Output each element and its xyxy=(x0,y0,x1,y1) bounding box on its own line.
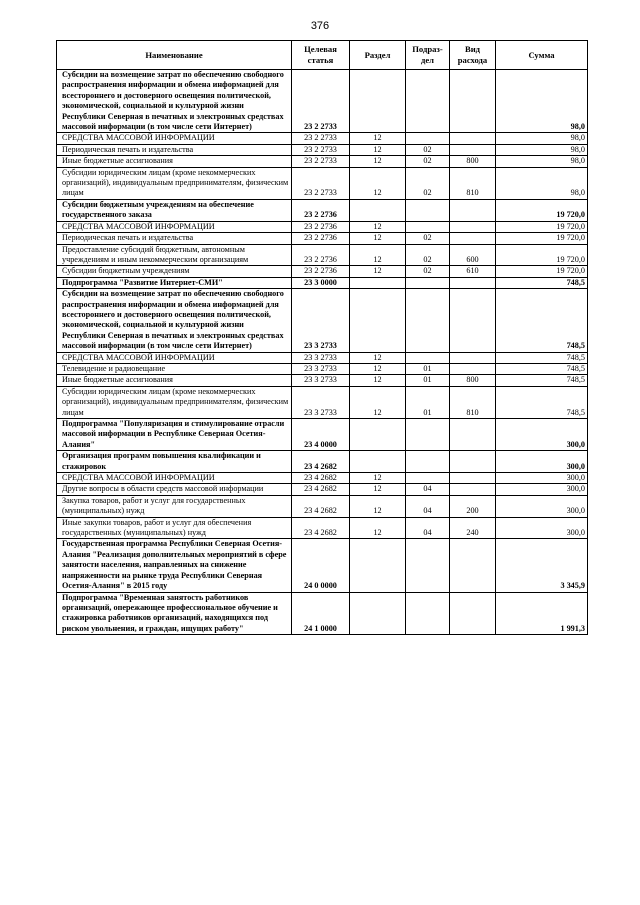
table-body xyxy=(57,70,588,635)
row-section-cell: 12 xyxy=(350,144,406,155)
row-target-cell: 23 2 2733 xyxy=(292,156,350,167)
row-expense-type-cell: 800 xyxy=(450,156,496,167)
row-name-cell: Подпрограмма "Временная занятость работников организаций, опережающее профессиональное обучение и стажировка работников организаций, находящихся под риском увольнения, и граждан, ищущих работу" xyxy=(57,592,292,635)
row-subsection-cell: 02 xyxy=(406,233,450,244)
column-header-target: Целевая статья xyxy=(292,41,350,70)
row-target-cell: 23 2 2733 xyxy=(292,70,350,133)
row-name-cell: Субсидии бюджетным учреждениям xyxy=(57,266,292,277)
row-section-cell: 12 xyxy=(350,221,406,232)
row-subsection-cell xyxy=(406,221,450,232)
row-target-cell: 24 1 0000 xyxy=(292,592,350,635)
row-expense-type-cell xyxy=(450,277,496,288)
table-row xyxy=(57,419,588,451)
row-section-cell: 12 xyxy=(350,363,406,374)
row-target-cell: 23 4 2682 xyxy=(292,451,350,473)
table-row xyxy=(57,352,588,363)
row-amount-cell: 19 720,0 xyxy=(496,199,588,221)
row-name-cell: Другие вопросы в области средств массовой информации xyxy=(57,484,292,495)
row-section-cell: 12 xyxy=(350,484,406,495)
row-expense-type-cell xyxy=(450,289,496,352)
row-expense-type-cell xyxy=(450,233,496,244)
table-row xyxy=(57,363,588,374)
row-section-cell: 12 xyxy=(350,375,406,386)
table-header-row xyxy=(57,41,588,70)
column-header-expense-type: Вид расхода xyxy=(450,41,496,70)
table-row xyxy=(57,495,588,517)
row-subsection-cell: 01 xyxy=(406,363,450,374)
row-section-cell: 12 xyxy=(350,156,406,167)
row-name-cell: СРЕДСТВА МАССОВОЙ ИНФОРМАЦИИ xyxy=(57,133,292,144)
row-amount-cell: 748,5 xyxy=(496,289,588,352)
row-subsection-cell xyxy=(406,289,450,352)
table-row xyxy=(57,484,588,495)
row-name-cell: Субсидии на возмещение затрат по обеспечению свободного распространения информации и обмена информацией для всестороннего и достоверного освещения политической, экономической, социальной и культурной жизни Республики Северная в печатных и электронных средствах массовой информации (в том числе сети Интернет) xyxy=(57,289,292,352)
row-amount-cell: 98,0 xyxy=(496,133,588,144)
row-subsection-cell: 02 xyxy=(406,144,450,155)
table-row xyxy=(57,221,588,232)
row-amount-cell: 1 991,3 xyxy=(496,592,588,635)
row-target-cell: 23 4 2682 xyxy=(292,473,350,484)
row-section-cell xyxy=(350,539,406,592)
column-header-amount: Сумма xyxy=(496,41,588,70)
table-row xyxy=(57,167,588,199)
row-expense-type-cell xyxy=(450,539,496,592)
row-name-cell: Периодическая печать и издательства xyxy=(57,233,292,244)
row-expense-type-cell xyxy=(450,363,496,374)
row-expense-type-cell: 800 xyxy=(450,375,496,386)
row-amount-cell: 748,5 xyxy=(496,375,588,386)
row-subsection-cell xyxy=(406,473,450,484)
row-amount-cell: 98,0 xyxy=(496,70,588,133)
row-amount-cell: 300,0 xyxy=(496,419,588,451)
table-row xyxy=(57,266,588,277)
row-amount-cell: 19 720,0 xyxy=(496,221,588,232)
budget-table xyxy=(56,40,588,635)
row-expense-type-cell: 810 xyxy=(450,167,496,199)
row-subsection-cell: 04 xyxy=(406,495,450,517)
table-row xyxy=(57,144,588,155)
row-name-cell: Периодическая печать и издательства xyxy=(57,144,292,155)
row-expense-type-cell xyxy=(450,419,496,451)
row-name-cell: Субсидии юридическим лицам (кроме некоммерческих организаций), индивидуальным предпринимателям, физическим лицам xyxy=(57,386,292,418)
table-row xyxy=(57,539,588,592)
row-subsection-cell: 01 xyxy=(406,375,450,386)
row-target-cell: 23 2 2736 xyxy=(292,244,350,266)
row-target-cell: 23 2 2736 xyxy=(292,199,350,221)
row-amount-cell: 748,5 xyxy=(496,386,588,418)
row-name-cell: Иные закупки товаров, работ и услуг для обеспечения государственных (муниципальных) нужд xyxy=(57,517,292,539)
row-target-cell: 23 3 0000 xyxy=(292,277,350,288)
row-section-cell xyxy=(350,451,406,473)
row-section-cell xyxy=(350,199,406,221)
row-target-cell: 23 2 2733 xyxy=(292,167,350,199)
row-amount-cell: 98,0 xyxy=(496,156,588,167)
column-header-name: Наименование xyxy=(57,41,292,70)
row-expense-type-cell xyxy=(450,221,496,232)
row-target-cell: 23 2 2736 xyxy=(292,266,350,277)
row-section-cell: 12 xyxy=(350,352,406,363)
row-subsection-cell xyxy=(406,199,450,221)
row-name-cell: Иные бюджетные ассигнования xyxy=(57,156,292,167)
row-expense-type-cell: 200 xyxy=(450,495,496,517)
row-amount-cell: 98,0 xyxy=(496,167,588,199)
table-row xyxy=(57,70,588,133)
row-amount-cell: 98,0 xyxy=(496,144,588,155)
row-name-cell: СРЕДСТВА МАССОВОЙ ИНФОРМАЦИИ xyxy=(57,473,292,484)
column-header-section: Раздел xyxy=(350,41,406,70)
table-row xyxy=(57,233,588,244)
row-expense-type-cell xyxy=(450,473,496,484)
row-name-cell: Иные бюджетные ассигнования xyxy=(57,375,292,386)
row-section-cell xyxy=(350,289,406,352)
table-row xyxy=(57,244,588,266)
row-amount-cell: 748,5 xyxy=(496,352,588,363)
row-name-cell: Закупка товаров, работ и услуг для государственных (муниципальных) нужд xyxy=(57,495,292,517)
row-amount-cell: 19 720,0 xyxy=(496,233,588,244)
row-expense-type-cell xyxy=(450,70,496,133)
row-section-cell: 12 xyxy=(350,133,406,144)
row-amount-cell: 300,0 xyxy=(496,517,588,539)
table-row xyxy=(57,386,588,418)
row-subsection-cell xyxy=(406,592,450,635)
row-name-cell: Подпрограмма "Развитие Интернет-СМИ" xyxy=(57,277,292,288)
row-target-cell: 23 4 2682 xyxy=(292,495,350,517)
row-expense-type-cell xyxy=(450,484,496,495)
row-amount-cell: 300,0 xyxy=(496,484,588,495)
row-subsection-cell: 04 xyxy=(406,484,450,495)
table-row xyxy=(57,375,588,386)
row-subsection-cell: 02 xyxy=(406,266,450,277)
row-expense-type-cell xyxy=(450,199,496,221)
row-section-cell xyxy=(350,70,406,133)
row-target-cell: 23 2 2736 xyxy=(292,221,350,232)
row-subsection-cell: 02 xyxy=(406,244,450,266)
row-expense-type-cell xyxy=(450,352,496,363)
row-amount-cell: 300,0 xyxy=(496,495,588,517)
row-target-cell: 23 3 2733 xyxy=(292,386,350,418)
row-target-cell: 23 2 2733 xyxy=(292,133,350,144)
row-expense-type-cell xyxy=(450,133,496,144)
row-subsection-cell: 02 xyxy=(406,156,450,167)
row-expense-type-cell: 610 xyxy=(450,266,496,277)
row-section-cell: 12 xyxy=(350,495,406,517)
row-target-cell: 23 2 2733 xyxy=(292,144,350,155)
row-subsection-cell: 04 xyxy=(406,517,450,539)
row-name-cell: СРЕДСТВА МАССОВОЙ ИНФОРМАЦИИ xyxy=(57,352,292,363)
row-expense-type-cell xyxy=(450,451,496,473)
row-expense-type-cell: 240 xyxy=(450,517,496,539)
row-amount-cell: 19 720,0 xyxy=(496,244,588,266)
row-section-cell: 12 xyxy=(350,386,406,418)
table-row xyxy=(57,473,588,484)
row-section-cell xyxy=(350,419,406,451)
row-subsection-cell xyxy=(406,133,450,144)
row-target-cell: 24 0 0000 xyxy=(292,539,350,592)
row-subsection-cell: 01 xyxy=(406,386,450,418)
row-section-cell: 12 xyxy=(350,517,406,539)
row-subsection-cell xyxy=(406,70,450,133)
row-name-cell: Телевидение и радиовещание xyxy=(57,363,292,374)
table-row xyxy=(57,277,588,288)
table-row xyxy=(57,517,588,539)
row-amount-cell: 300,0 xyxy=(496,473,588,484)
page-number: 376 xyxy=(310,20,330,32)
row-name-cell: Субсидии бюджетным учреждениям на обеспечение государственного заказа xyxy=(57,199,292,221)
row-expense-type-cell xyxy=(450,592,496,635)
row-section-cell: 12 xyxy=(350,167,406,199)
row-section-cell: 12 xyxy=(350,244,406,266)
row-target-cell: 23 3 2733 xyxy=(292,352,350,363)
row-section-cell xyxy=(350,277,406,288)
row-target-cell: 23 4 2682 xyxy=(292,517,350,539)
row-target-cell: 23 4 0000 xyxy=(292,419,350,451)
column-header-subsection: Подраз- дел xyxy=(406,41,450,70)
row-amount-cell: 748,5 xyxy=(496,363,588,374)
table-row xyxy=(57,156,588,167)
row-subsection-cell: 02 xyxy=(406,167,450,199)
table-row xyxy=(57,199,588,221)
row-target-cell: 23 3 2733 xyxy=(292,289,350,352)
row-subsection-cell xyxy=(406,539,450,592)
row-name-cell: Субсидии на возмещение затрат по обеспечению свободного распространения информации и обмена информацией для всестороннего и достоверного освещения политической, экономической, социальной и культурной жизни Республики Северная в печатных и электронных средствах массовой информации (в том числе сети Интернет) xyxy=(57,70,292,133)
table-row xyxy=(57,451,588,473)
row-amount-cell: 19 720,0 xyxy=(496,266,588,277)
row-section-cell: 12 xyxy=(350,266,406,277)
row-target-cell: 23 3 2733 xyxy=(292,375,350,386)
row-target-cell: 23 4 2682 xyxy=(292,484,350,495)
row-amount-cell: 300,0 xyxy=(496,451,588,473)
row-section-cell xyxy=(350,592,406,635)
row-name-cell: Государственная программа Республики Северная Осетия-Алания "Реализация дополнительных мероприятий в сфере занятости населения, направленных на снижение напряженности на рынке труда Республики Северная Осетия-Алания" в 2015 году xyxy=(57,539,292,592)
row-expense-type-cell: 600 xyxy=(450,244,496,266)
row-subsection-cell xyxy=(406,451,450,473)
table-row xyxy=(57,592,588,635)
row-amount-cell: 748,5 xyxy=(496,277,588,288)
row-section-cell: 12 xyxy=(350,473,406,484)
row-expense-type-cell xyxy=(450,144,496,155)
row-subsection-cell xyxy=(406,277,450,288)
row-name-cell: Организация программ повышения квалификации и стажировок xyxy=(57,451,292,473)
row-name-cell: Предоставление субсидий бюджетным, автономным учреждениям и иным некоммерческим организациям xyxy=(57,244,292,266)
row-target-cell: 23 3 2733 xyxy=(292,363,350,374)
row-name-cell: Субсидии юридическим лицам (кроме некоммерческих организаций), индивидуальным предпринимателям, физическим лицам xyxy=(57,167,292,199)
row-target-cell: 23 2 2736 xyxy=(292,233,350,244)
row-expense-type-cell: 810 xyxy=(450,386,496,418)
row-name-cell: СРЕДСТВА МАССОВОЙ ИНФОРМАЦИИ xyxy=(57,221,292,232)
row-name-cell: Подпрограмма "Популяризация и стимулирование отрасли массовой информации в Республике Северная Осетия-Алания" xyxy=(57,419,292,451)
table-row xyxy=(57,133,588,144)
row-section-cell: 12 xyxy=(350,233,406,244)
row-subsection-cell xyxy=(406,419,450,451)
row-subsection-cell xyxy=(406,352,450,363)
row-amount-cell: 3 345,9 xyxy=(496,539,588,592)
table-row xyxy=(57,289,588,352)
